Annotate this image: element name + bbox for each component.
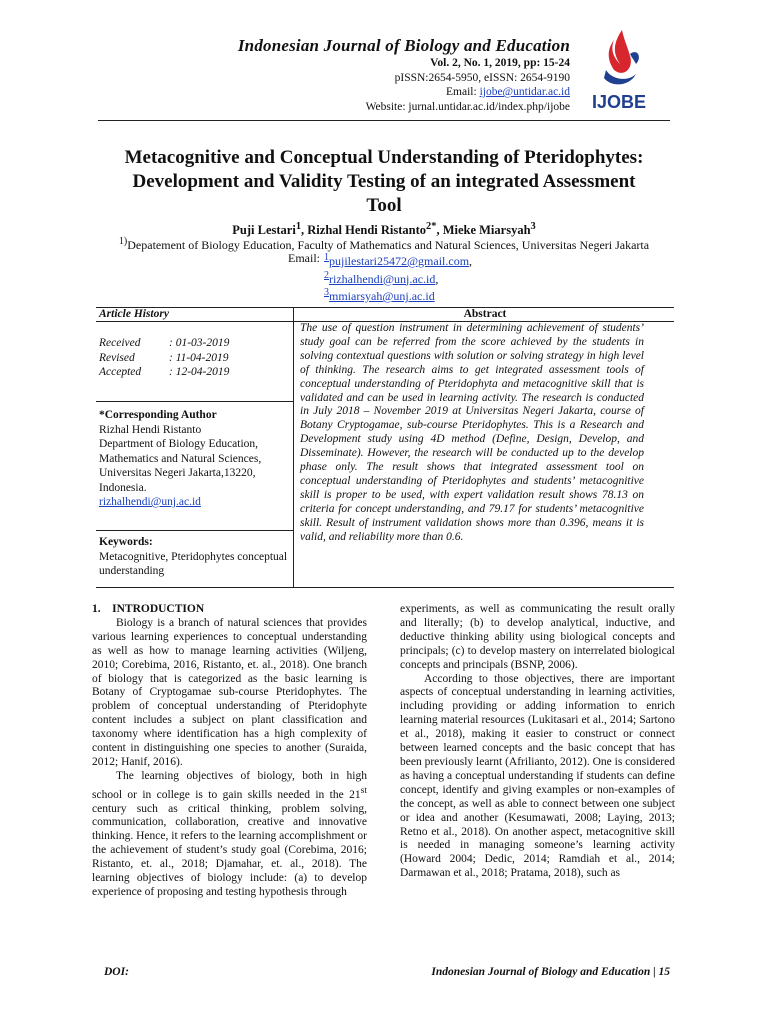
author-1-sup: 1 — [295, 221, 302, 232]
received-value: : 01-03-2019 — [169, 337, 230, 349]
table-left-rule-2 — [96, 530, 293, 531]
footer-journal-page: Indonesian Journal of Biology and Education | 15 — [431, 966, 670, 978]
author-email-link[interactable]: pujilestari25472@gmail.com — [329, 254, 470, 268]
corresponding-author-dept: Department of Biology Education, Mathematics and Natural Sciences, Universitas Negeri Jakarta,13220, Indonesia. — [99, 438, 262, 494]
author-3: Mieke Miarsyah — [442, 223, 531, 238]
title-line-3: Tool — [366, 195, 402, 216]
author-email-label: Email: — [288, 251, 320, 265]
header-rule — [98, 120, 670, 121]
corresponding-author-name: Rizhal Hendi Ristanto — [99, 423, 202, 436]
title-line-2: Development and Validity Testing of an integrated Assessment — [132, 171, 636, 192]
author-2: Rizhal Hendi Ristanto — [307, 223, 427, 238]
author-3-sup: 3 — [530, 221, 536, 232]
history-received — [99, 336, 229, 351]
ijobe-logo — [584, 24, 654, 116]
journal-title: Indonesian Journal of Biology and Education — [237, 36, 570, 55]
section-heading — [92, 603, 367, 617]
author-email-item — [324, 251, 472, 269]
table-bottom-rule — [96, 587, 674, 588]
email-2-trail: , — [435, 271, 439, 286]
paper-title — [90, 146, 678, 218]
table-left-rule-1 — [96, 401, 293, 402]
journal-meta — [300, 56, 570, 114]
email-1-sup: 1 — [324, 252, 329, 263]
logo-flame-icon — [609, 30, 631, 73]
affiliation-sup: 1) — [118, 236, 128, 247]
author-email-item — [324, 286, 472, 304]
footer-doi: DOI: — [104, 966, 129, 978]
volume-line: Vol. 2, No. 1, 2019, pp: 15-24 — [430, 57, 570, 69]
article-history-heading: Article History — [99, 308, 169, 320]
logo-text: IJOBE — [591, 92, 647, 112]
accepted-label: Accepted — [99, 366, 142, 378]
history-accepted — [99, 365, 229, 380]
article-history — [99, 336, 229, 380]
received-label: Received — [99, 337, 141, 349]
abstract-heading: Abstract — [463, 308, 507, 320]
author-email-link[interactable]: rizhalhendi@unj.ac.id — [329, 271, 436, 286]
paragraph-part: century such as critical thinking, problem solving, communication, collaboration, creative and innovative thinking. Hence, it refers to the learning accomplishment or the achievement of student’s study goal (Corebima, 2016; Ristanto, et. al., 2018; Djamahar, et. al., 2018). The learning objectives of biology include: (a) to develop experience of proposing and testing hypothesis through — [92, 802, 367, 898]
history-revised — [99, 351, 229, 366]
section-number: 1. — [92, 603, 101, 615]
paragraph-part: The learning objectives of biology, both in high school or in college is to gain skills needed in the 21 — [92, 769, 367, 801]
author-email-link[interactable]: mmiarsyah@unj.ac.id — [329, 289, 435, 303]
author-1: Puji Lestari — [232, 223, 296, 238]
journal-email-line — [300, 85, 570, 100]
keywords-block — [99, 535, 289, 579]
accepted-value: : 12-04-2019 — [169, 366, 230, 378]
corresponding-author-heading: *Corresponding Author — [99, 409, 217, 421]
title-line-1: Metacognitive and Conceptual Understanding of Pteridophytes: — [124, 147, 644, 168]
issn-line: pISSN:2654-5950, eISSN: 2654-9190 — [394, 71, 570, 84]
body-column-left — [92, 603, 367, 900]
author-email-item — [324, 269, 472, 287]
corresponding-author — [99, 408, 289, 510]
keywords-heading: Keywords: — [99, 536, 153, 548]
revised-value: : 11-04-2019 — [169, 351, 229, 364]
revised-label: Revised — [99, 351, 135, 364]
keywords-list: Metacognitive, Pteridophytes conceptual understanding — [99, 550, 288, 577]
table-column-rule — [293, 307, 294, 587]
body-paragraph: According to those objectives, there are important aspects of conceptual understanding in learning activities, including providing or adding information to enrich learning material resources (Lukitasari et al., 2014; Sartono et al., 2018), making it easier to construct or connect between learned concepts and the basic concept that has been previously learnt (Afrilianto, 2012). One is considered as having a conceptual understanding if students can define concept, identify and giving examples or non-examples of the concept, as well as able to connect between one subject or idea and another (Kesumawati, 2008; Laying, 2013; Retno et al., 2018). On another aspect, metacognitive skill is needed in managing someone’s learning activity (Howard 2004; Dedic, 2014; Ramdiah et al., 2014; Darmawan et al., 2018; Pratama, 2018), such as — [400, 672, 675, 880]
body-paragraph — [92, 770, 367, 900]
superscript: st — [360, 784, 367, 796]
author-email-list — [324, 251, 472, 304]
website-line: Website: jurnal.untidar.ac.id/index.php/ijobe — [365, 100, 570, 113]
body-paragraph: experiments, as well as communicating the result orally and literally; (b) to develop analytical, inductive, and deductive thinking ability using biological concepts and principals; (c) to develop mastery on interrelated biological concepts and principals (BSNP, 2006). — [400, 603, 675, 671]
affiliation-text: Depatement of Biology Education, Faculty of Mathematics and Natural Sciences, Universitas Negeri Jakarta — [127, 238, 650, 252]
author-2-sup: 2* — [426, 221, 437, 232]
section-title: INTRODUCTION — [112, 603, 205, 615]
logo-leaf-icon — [630, 52, 639, 64]
email-2-sup: 2 — [324, 269, 329, 281]
email-1-trail: , — [469, 254, 473, 268]
body-paragraph: Biology is a branch of natural sciences that provides various learning experiences to conceptual understanding as well as how to manage learning activities (Wiljeng, 2010; Corebima, 2016, Ristanto, et. al., 2018). One branch of biology that is categorized as the basic learning is Botany of Cryptogamae sub-course Pteridophytes. The problem of conceptual understanding of Pteridophyte content includes a subject on plant classification and taxonomy where identification has a high complexity of content in distinguishing one species to another (Suraida, 2012; Hanif, 2016). — [92, 616, 367, 768]
journal-email-label: Email: — [446, 86, 480, 98]
body-column-right — [400, 603, 675, 881]
abstract-text: The use of question instrument in determining achievement of students’ study goal can be referred from the score achieved by the students in solving contextual questions with solution or solving strategy in high level of thinking. The research aims to get integrated assessment tools of conceptual understanding of Pteridophyta and metacognitive skill that is validated and can be used in learning activity. The research is conducted in July 2018 – November 2019 at Universitas Negeri Jakarta, course of Botany Cryptogamae, sub-course Pteridophytes. This is a Research and Development study using 4D method (Define, Design, Develop, and Disseminate). However, the research will be conducted up to the develop phase only. The result shows that integrated assessment tool on conceptual understanding of Pteridophytes and students’ metacognitive skill is proper to be used, with expert validation result shows 78.13 on criteria for concept understanding, and 79.17 for students’ metacognitive skill. Result of instrument validation shows more than 0.396, means it is valid, and reliability more than 0.6. — [300, 322, 644, 543]
author-list: Puji Lestari$^1$, Rizhal Hendi Ristanto$^{2*}$, Mieke Miarsyah$^3$ — [232, 221, 536, 238]
journal-email-link[interactable]: ijobe@untidar.ac.id — [479, 86, 570, 98]
corresponding-author-email[interactable]: rizhalhendi@unj.ac.id — [99, 496, 201, 508]
email-3-sup: 3 — [324, 287, 329, 298]
